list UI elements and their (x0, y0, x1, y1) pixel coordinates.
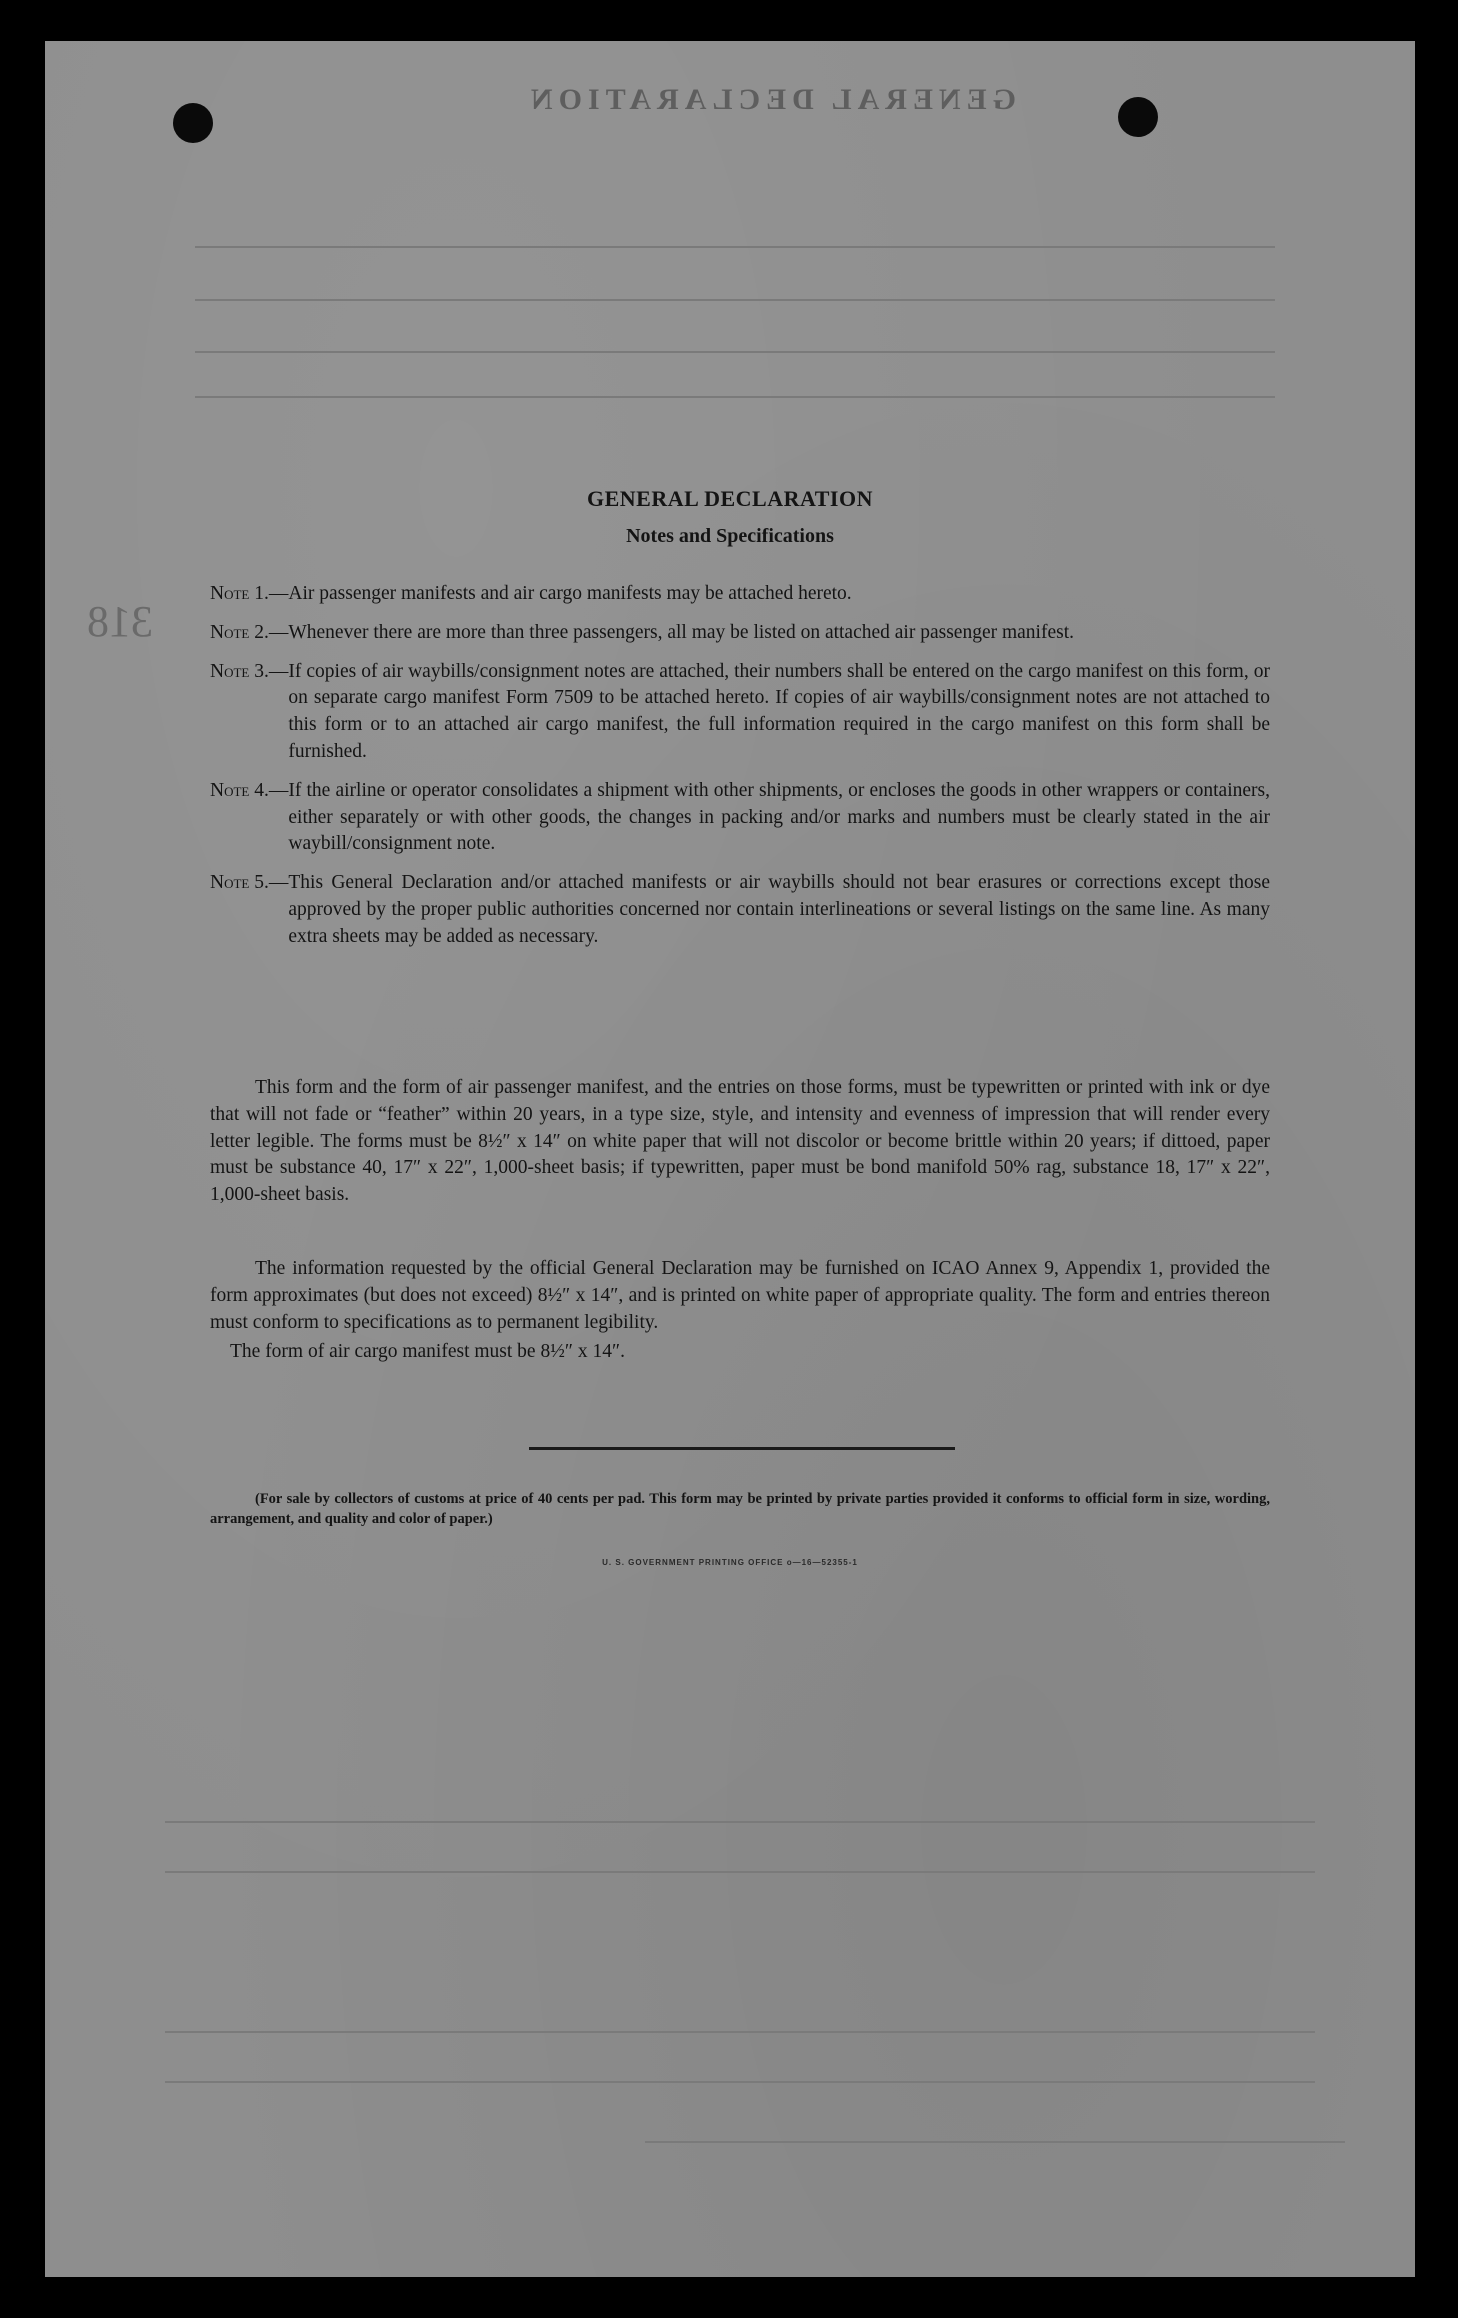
bleed-through-title: GENERAL DECLARATION (525, 83, 1017, 116)
bleed-through-line (165, 2081, 1315, 2083)
specification-paragraph: This form and the form of air passenger manifest, and the entries on those forms, must be typewritten or printed with ink or dye that will not fade or “feather” within 20 years, in a type size, style, and intensity and evenness of impression that will render every letter legible. The forms must be 8½″ x 14″ on white paper that will not discolor or become brittle within 20 years; if dittoed, paper must be substance 40, 17″ x 22″, 1,000-sheet basis; if typewritten, paper must be bond manifold 50% rag, substance 18, 17″ x 22″, 1,000-sheet basis. (210, 1077, 1270, 1206)
note-item (210, 778, 1270, 858)
note-text: Whenever there are more than three passengers, all may be listed on attached air passenger manifest. (288, 621, 1074, 643)
bleed-through-line (645, 2141, 1345, 2143)
note-item (210, 620, 1270, 647)
printer-imprint: U. S. GOVERNMENT PRINTING OFFICE o—16—52355-1 (602, 1558, 858, 1567)
bleed-through-line (195, 396, 1275, 398)
bleed-through-line (195, 246, 1275, 248)
mirrored-page-number: 318 (87, 597, 153, 646)
document-subtitle: Notes and Specifications (626, 525, 834, 547)
bleed-through-line (195, 299, 1275, 301)
specification-paragraph: The information requested by the official General Declaration may be furnished on ICAO Annex 9, Appendix 1, provided the form approximates (but does not exceed) 8½″ x 14″, and is printed on white paper of appropriate quality. The form and entries thereon must conform to specifications as to permanent legibility. (210, 1258, 1270, 1333)
note-text: If copies of air waybills/consignment notes are attached, their numbers shall be entered on the cargo manifest on this form, or on separate cargo manifest Form 7509 to be attached hereto. If copies of air waybills/consignment notes are not attached to this form or to an attached air cargo manifest, the full information required in the cargo manifest on this form shall be furnished. (288, 660, 1270, 762)
bleed-through-line (165, 1871, 1315, 1873)
divider-rule (529, 1447, 955, 1450)
note-label: Note 5.— (210, 872, 289, 894)
note-text: Air passenger manifests and air cargo manifests may be attached hereto. (288, 583, 852, 604)
note-text: This General Declaration and/or attached manifests or air waybills should not bear erasures or corrections except those approved by the proper public authorities concerned nor contain interlineations or several listings on the same line. As many extra sheets may be added as necessary. (288, 872, 1270, 947)
bleed-through-line (165, 1821, 1315, 1823)
note-label: Note 3.— (210, 660, 289, 682)
sale-footnote: (For sale by collectors of customs at price of 40 cents per pad. This form may be printed by private parties provided it conforms to official form in size, wording, arrangement, and quality and color of paper.) (210, 1491, 1270, 1527)
note-item (210, 659, 1270, 766)
notes-list (210, 581, 1270, 963)
note-label: Note 1.— (210, 583, 289, 604)
document-sheet (45, 41, 1415, 2277)
note-item (210, 870, 1270, 950)
punch-hole-right (1118, 97, 1158, 137)
note-text: If the airline or operator consolidates a shipment with other shipments, or encloses the goods in other wrappers or containers, either separately or with other goods, the changes in packing and/or marks and numbers must be clearly stated in the air waybill/consignment note. (288, 779, 1270, 855)
note-label: Note 2.— (210, 621, 289, 643)
bleed-through-line (165, 2031, 1315, 2033)
note-item (210, 581, 1270, 608)
specification-paragraph: The form of air cargo manifest must be 8½″ x 14″. (230, 1341, 625, 1362)
bleed-through-line (195, 351, 1275, 353)
document-title: GENERAL DECLARATION (587, 486, 873, 511)
punch-hole-left (173, 103, 213, 143)
note-label: Note 4.— (210, 779, 289, 801)
